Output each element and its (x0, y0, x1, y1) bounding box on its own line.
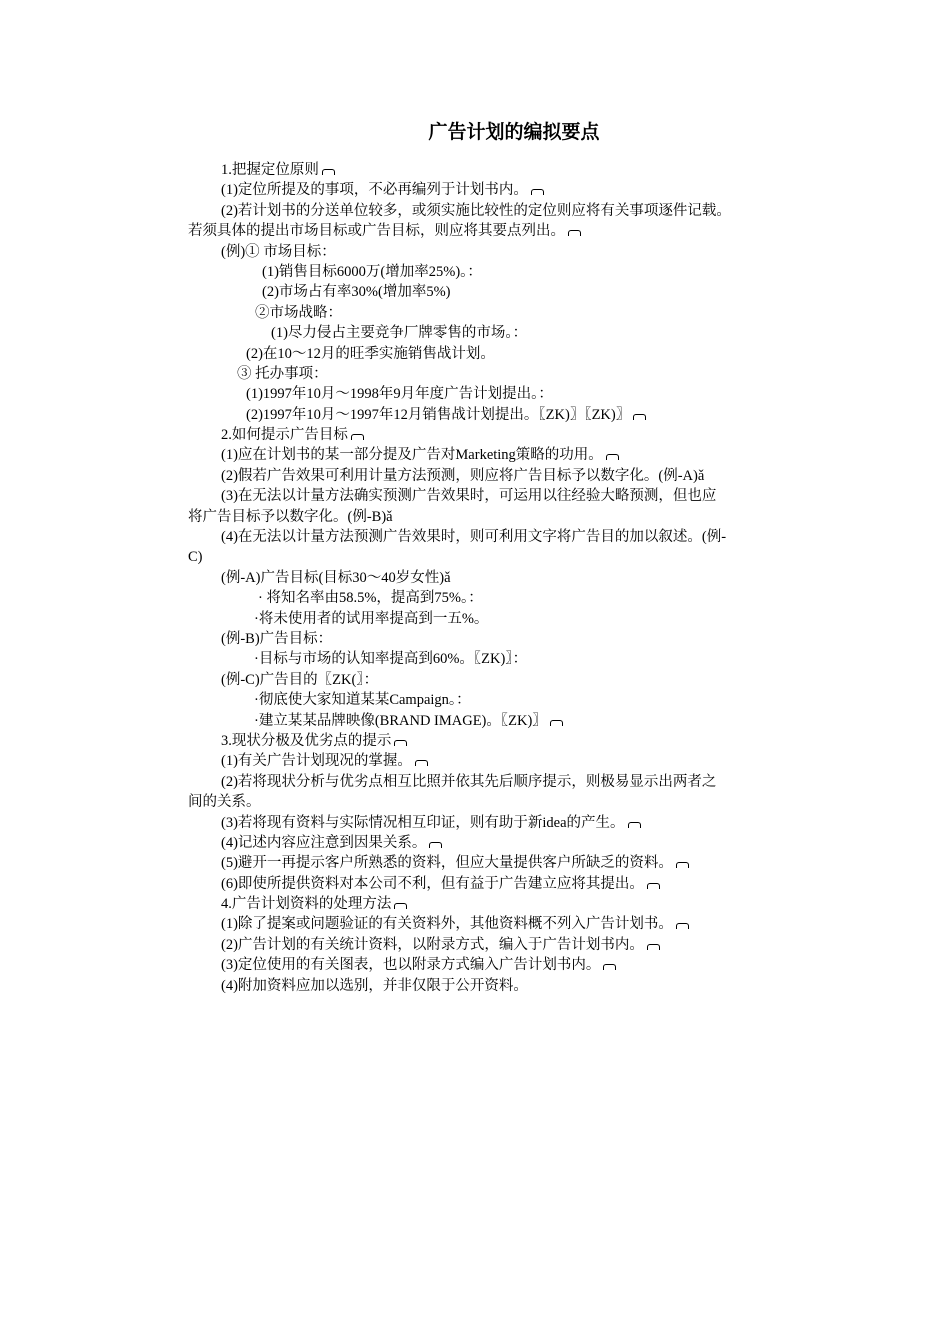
paragraph-mark-icon (322, 169, 335, 175)
text-line (188, 344, 818, 364)
text-line (188, 609, 818, 629)
text-line (188, 221, 818, 241)
text-line (188, 425, 818, 445)
text-line-content: ·将未使用者的试用率提高到一五%。 (254, 610, 489, 627)
text-line (188, 690, 818, 710)
document-body (188, 160, 818, 996)
text-line (188, 711, 818, 731)
text-line (188, 507, 818, 527)
text-line (188, 629, 818, 649)
text-line (188, 853, 818, 873)
text-line (188, 670, 818, 690)
text-line-content: ③ 托办事项： (237, 365, 328, 382)
paragraph-mark-icon (550, 720, 563, 726)
paragraph-mark-icon (676, 862, 689, 868)
text-line-content: 间的关系。 (188, 794, 261, 811)
text-line-content: 将广告目标予以数字化。(例-B)ǎ (188, 508, 393, 525)
paragraph-mark-icon (647, 944, 660, 950)
text-line (188, 303, 818, 323)
text-line (188, 262, 818, 282)
text-line-content: (3)若将现有资料与实际情况相互印证，则有助于新idea的产生。 (221, 814, 625, 831)
text-line (188, 874, 818, 894)
text-line-content: (1)定位所提及的事项，不必再编列于计划书内。 (221, 182, 528, 199)
text-line (188, 772, 818, 792)
paragraph-mark-icon (676, 923, 689, 929)
text-line-content: ②市场战略： (255, 304, 342, 321)
paragraph-mark-icon (628, 822, 641, 828)
text-line (188, 180, 818, 200)
text-line (188, 445, 818, 465)
text-line (188, 894, 818, 914)
text-line (188, 751, 818, 771)
text-line (188, 935, 818, 955)
text-line (188, 323, 818, 343)
text-line-content: 1.把握定位原则 (221, 162, 319, 178)
text-line-content: ·建立某某品牌映像(BRAND IMAGE)。〖ZK)〗 (254, 712, 547, 729)
text-line (188, 405, 818, 425)
text-line-content: (2)若将现状分析与优劣点相互比照并依其先后顺序提示，则极易显示出两者之 (221, 773, 717, 790)
text-line-content: (2)广告计划的有关统计资料，以附录方式，编入于广告计划书内。 (221, 936, 644, 953)
text-line (188, 792, 818, 812)
text-line (188, 731, 818, 751)
text-line (188, 914, 818, 934)
text-line (188, 547, 818, 567)
text-line (188, 649, 818, 669)
text-line-content: ·彻底使大家知道某某Campaign。： (254, 692, 471, 709)
text-line-content: (2)1997年10月～1997年12月销售战计划提出。〖ZK)〗〖ZK)〗 (246, 406, 631, 423)
paragraph-mark-icon (568, 230, 581, 236)
text-line (188, 588, 818, 608)
paragraph-mark-icon (351, 434, 364, 440)
text-line (188, 466, 818, 486)
text-line-content: (例-B)广告目标： (221, 630, 333, 647)
text-line-content: (2)在10～12月的旺季实施销售战计划。 (246, 345, 495, 362)
text-line-content: (2)若计划书的分送单位较多，或须实施比较性的定位则应将有关事项逐件记载。 (221, 202, 731, 219)
text-line-content: (6)即使所提供资料对本公司不利，但有益于广告建立应将其提出。 (221, 875, 644, 892)
text-line-content: (1)除了提案或问题验证的有关资料外，其他资料概不列入广告计划书。 (221, 916, 673, 933)
text-line-content: (4)记述内容应注意到因果关系。 (221, 834, 427, 851)
paragraph-mark-icon (606, 454, 619, 460)
paragraph-mark-icon (415, 760, 428, 766)
text-line-content: 3.现状分极及优劣点的提示 (221, 732, 392, 749)
text-line-content: 4.广告计划资料的处理方法 (221, 896, 392, 913)
text-line-content: 若须具体的提出市场目标或广告目标，则应将其要点列出。 (188, 223, 565, 240)
text-line-content: (5)避开一再提示客户所熟悉的资料，但应大量提供客户所缺乏的资料。 (221, 855, 673, 872)
paragraph-mark-icon (394, 740, 407, 746)
text-line-content: 2.如何提示广告目标 (221, 427, 348, 444)
text-line-content: (例-C)广告目的〖ZK(〗： (221, 671, 379, 688)
text-line (188, 384, 818, 404)
text-line-content: (3)定位使用的有关图表，也以附录方式编入广告计划书内。 (221, 957, 601, 974)
text-line-content: ·目标与市场的认知率提高到60%。〖ZK)〗： (254, 651, 528, 668)
text-line (188, 813, 818, 833)
text-line-content: (例)① 市场目标： (221, 243, 336, 260)
paragraph-mark-icon (429, 842, 442, 848)
paragraph-mark-icon (647, 883, 660, 889)
paragraph-mark-icon (394, 903, 407, 909)
text-line-content: (3)在无法以计量方法确实预测广告效果时，可运用以往经验大略预测，但也应 (221, 488, 717, 505)
text-line-content: (4)在无法以计量方法预测广告效果时，则可利用文字将广告目的加以叙述。(例- (221, 529, 727, 546)
text-line-content: (例-A)广告目标(目标30～40岁女性)ǎ (221, 569, 451, 586)
text-line (188, 976, 818, 996)
text-line (188, 833, 818, 853)
text-line (188, 364, 818, 384)
text-line-content: (2)假若广告效果可利用计量方法预测，则应将广告目标予以数字化。(例-A)ǎ (221, 467, 705, 484)
text-line-content: (1)有关广告计划现况的掌握。 (221, 753, 412, 770)
paragraph-mark-icon (633, 414, 646, 420)
text-line-content: (1)销售目标6000万(增加率25%)。： (262, 263, 482, 280)
text-line-content: C) (188, 549, 203, 566)
document-title: 广告计划的编拟要点 (428, 121, 600, 143)
text-line (188, 201, 818, 221)
text-line-content: (1)1997年10月～1998年9月年度广告计划提出。： (246, 386, 553, 403)
text-line (188, 242, 818, 262)
text-line-content: (1)尽力侵占主要竞争厂牌零售的市场。： (271, 325, 528, 342)
text-line-content: · 将知名率由58.5%，提高到75%。： (258, 590, 483, 607)
text-line (188, 955, 818, 975)
text-line (188, 282, 818, 302)
text-line (188, 486, 818, 506)
text-line (188, 568, 818, 588)
paragraph-mark-icon (603, 964, 616, 970)
text-line (188, 160, 818, 180)
text-line (188, 527, 818, 547)
text-line-content: (2)市场占有率30%(增加率5%) (262, 284, 451, 301)
text-line-content: (4)附加资料应加以选别，并非仅限于公开资料。 (221, 977, 528, 994)
paragraph-mark-icon (531, 189, 544, 195)
text-line-content: (1)应在计划书的某一部分提及广告对Marketing策略的功用。 (221, 447, 603, 464)
